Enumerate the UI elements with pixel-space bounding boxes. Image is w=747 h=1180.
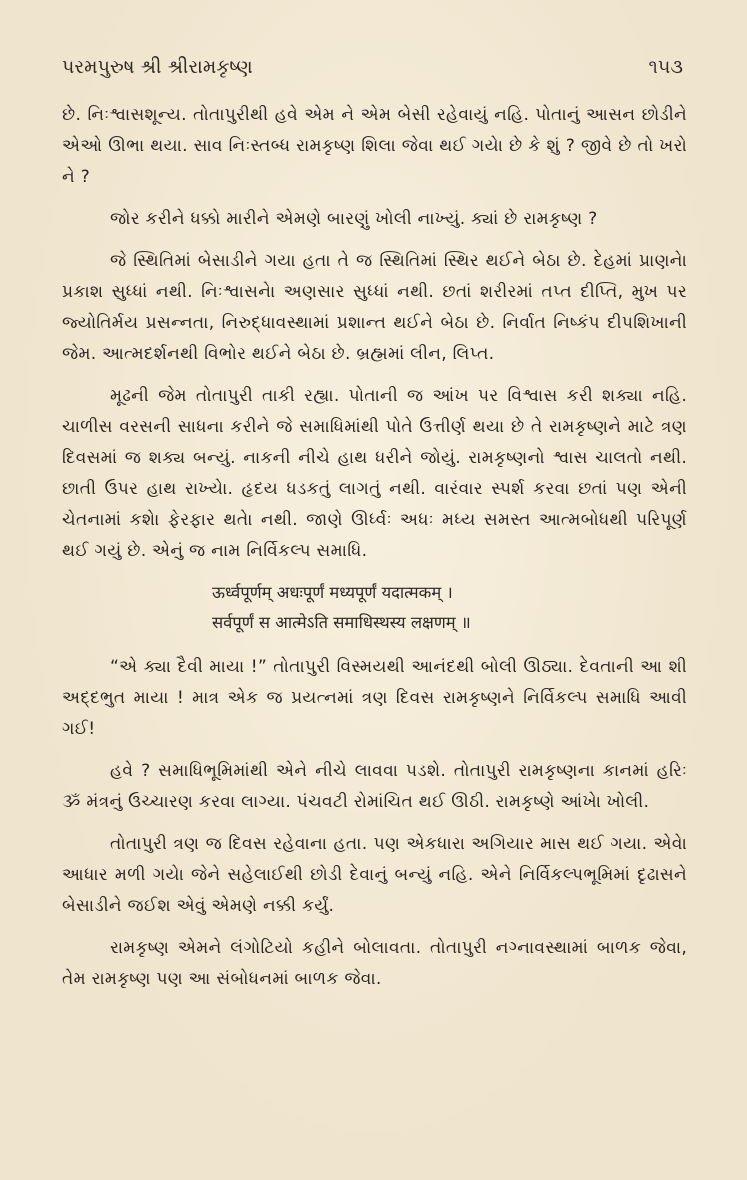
running-header — [62, 56, 687, 78]
paragraph-1: છે. નિઃશ્વાસશૂન્ય. તોતાપુરીથી હવે એમ ને એમ બેસી રહેવાયું નહિ. પોતાનું આસન છોડીને એઓ ઊભા થયા. સાવ નિઃસ્તબ્ધ રામકૃષ્ણ શિલા જેવા થઈ ગયેા છે કે શું ? જીવે છે તો ખરો ને ? — [62, 105, 687, 187]
verse-line-1: ऊर्ध्वपूर्णम् अधःपूर्णं मध्यपूर्णं यदात्मकम् । — [212, 583, 453, 602]
paragraph-5: “એ ક્યા દૈવી માયા !” તોતાપુરી વિસ્મયથી આનંદથી બોલી ઊઠ્યા. દેવતાની આ શી અદ્દભુત માયા ! માત્ર એક જ પ્રયત્નમાં ત્રણ દિવસ રામકૃષ્ણને નિર્વિકલ્પ સમાધિ આવી ગઈ! — [62, 657, 687, 739]
paragraph-2: જોર કરીને ધક્કો મારીને એમણે બારણું ખોલી નાખ્યું. ક્યાં છે રામકૃષ્ણ ? — [110, 209, 598, 229]
verse-line-2: सर्वपूर्णं स आत्मेऽति समाधिस्थस्य लक्षणम् ॥ — [212, 613, 471, 632]
page-number: ૧૫૩ — [648, 56, 683, 78]
paragraph-3: જે સ્થિતિમાં બેસાડીને ગયા હતા તે જ સ્થિતિમાં સ્થિર થઈને બેઠા છે. દેહમાં પ્રાણનેા પ્રકાશ સુધ્ધાં નથી. નિઃશ્વાસનેા અણસાર સુધ્ધાં નથી. છતાં શરીરમાં તપ્ત દીપ્તિ, મુખ પર જ્યોતિર્મય પ્રસન્નતા, નિરુદ્ધાવસ્થામાં પ્રશાન્ત થઈને બેઠા છે. નિર્વાત નિષ્કંપ દીપશિખાની જેમ. આત્મદર્શનથી વિભોર થઈને બેઠા છે. બ્રહ્મમાં લીન, લિપ્ત. — [62, 251, 687, 364]
body-text — [62, 100, 687, 995]
sanskrit-verse — [62, 578, 687, 638]
paragraph-7: તોતાપુરી ત્રણ જ દિવસ રહેવાના હતા. પણ એકધારા અગિયાર માસ થઈ ગયા. એવેા આધાર મળી ગયેા જેને સહેલાઈથી છોડી દેવાનું બન્યું નહિ. એને નિર્વિકલ્પભૂમિમાં દૃઢાસને બેસાડીને જઈશ એવું એમણે નક્કી કર્યું. — [62, 834, 687, 916]
running-title: પરમપુરુષ શ્રી શ્રીરામકૃષ્ણ — [62, 56, 253, 78]
paragraph-4: મૂઢની જેમ તોતાપુરી તાકી રહ્યા. પોતાની જ આંખ પર વિશ્વાસ કરી શક્યા નહિ. ચાળીસ વરસની સાધના કરીને જે સમાધિમાંથી પોતે ઉત્તીર્ણ થયા છે તે રામકૃષ્ણને માટે ત્રણ દિવસમાં જ શક્ય બન્યું. નાકની નીચે હાથ ધરીને જોયું. રામકૃષ્ણનો શ્વાસ ચાલતો નથી. છાતી ઉપર હાથ રાખ્યેા. હૃદય ધડકતું લાગતું નથી. વારંવાર સ્પર્શ કરવા છતાં પણ એની ચેતનામાં કશેા ફેરફાર થતેા નથી. જાણે ઊર્ધ્વઃ અધઃ મધ્ય સમસ્ત આત્મબોધથી પરિપૂર્ણ થઈ ગયું છે. એનું જ નામ નિર્વિકલ્પ સમાધિ. — [62, 386, 687, 561]
paragraph-6: હવે ? સમાધિભૂમિમાંથી એને નીચે લાવવા પડશે. તોતાપુરી રામકૃષ્ણના કાનમાં હરિઃ ૐ મંત્રનું ઉચ્ચારણ કરવા લાગ્યા. પંચવટી રોમાંચિત થઈ ઊઠી. રામકૃષ્ણે આંખેા ખોલી. — [62, 761, 687, 812]
paragraph-8: રામકૃષ્ણ એમને લંગોટિયો કહીને બોલાવતા. તોતાપુરી નગ્નાવસ્થામાં બાળક જેવા, તેમ રામકૃષ્ણ પણ આ સંબોધનમાં બાળક જેવા. — [62, 938, 687, 989]
